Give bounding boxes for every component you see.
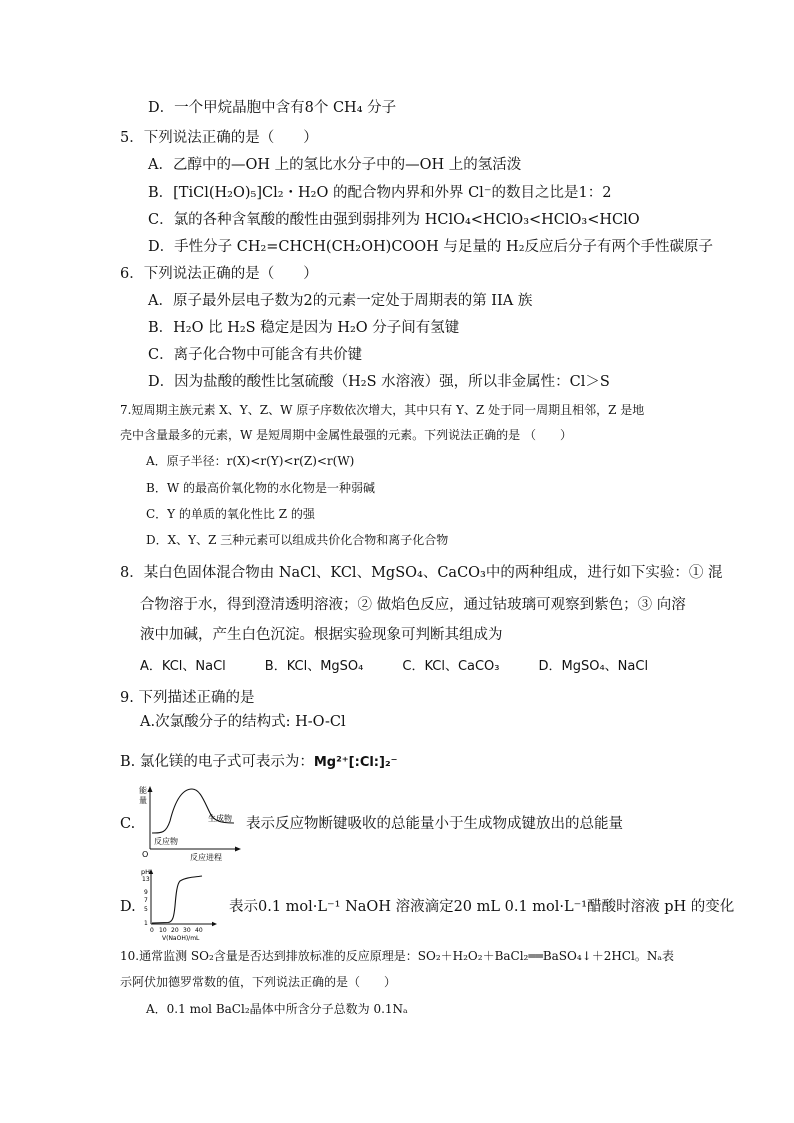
q8-options: A．KCl、NaCl B．KCl、MgSO₄ C．KCl、CaCO₃ D．MgSO₄、NaCl (140, 659, 649, 674)
energy-curve (152, 789, 234, 833)
q6-option-b: B．H₂O 比 H₂S 稳定是因为 H₂O 分子间有氢键 (148, 320, 460, 336)
energy-origin-label: O (142, 850, 149, 859)
q5-option-a: A．乙醇中的—OH 上的氢比水分子中的—OH 上的氢活泼 (148, 157, 522, 173)
q6-stem: 6．下列说法正确的是（ ） (120, 266, 318, 282)
q9-option-d-label: D. (120, 899, 136, 915)
ph-xtick-40: 40 (195, 927, 203, 934)
q6-option-d: D．因为盐酸的酸性比氢硫酸（H₂S 水溶液）强，所以非金属性：Cl＞S (148, 374, 610, 390)
energy-product-label: 生成物 (208, 814, 232, 823)
q7-stem-line2: 壳中含量最多的元素，W 是短周期中金属性最强的元素。下列说法正确的是 （ ） (120, 428, 572, 442)
q5-stem: 5．下列说法正确的是（ ） (120, 130, 318, 146)
ph-xtick-10: 10 (159, 927, 167, 934)
energy-y-arrow (148, 786, 153, 792)
ph-curve (152, 876, 202, 923)
q10-stem-line2: 示阿伏加德罗常数的值，下列说法正确的是（ ） (120, 975, 397, 989)
q6-option-c: C．离子化合物中可能含有共价键 (148, 347, 363, 363)
q10-stem-line1: 10.通常监测 SO₂含量是否达到排放标准的反应原理是：SO₂＋H₂O₂＋BaCl₂══BaSO₄↓＋2HCl。Nₐ表 (120, 949, 674, 963)
q5-option-d: D．手性分子 CH₂=CHCH(CH₂OH)COOH 与足量的 H₂反应后分子有两个手性碳原子 (148, 239, 714, 255)
ph-xtick-0: 0 (150, 927, 154, 934)
q7-option-a: A．原子半径：r(X)<r(Y)<r(Z)<r(W) (146, 454, 355, 468)
ph-ytick-5: 5 (144, 906, 148, 913)
ph-xtick-20: 20 (171, 927, 179, 934)
q9-option-a: A.次氯酸分子的结构式: H-O-Cl (140, 714, 346, 730)
ph-titration-graph (140, 866, 220, 946)
q9-option-d-text: 表示0.1 mol·L⁻¹ NaOH 溶液滴定20 mL 0.1 mol·L⁻¹醋酸时溶液 pH 的变化 (229, 899, 735, 915)
ph-ytick-7: 7 (144, 897, 148, 904)
q6-option-a: A．原子最外层电子数为2的元素一定处于周期表的第 IIA 族 (148, 293, 533, 309)
ph-x-arrow (212, 922, 217, 926)
ph-xtick-30: 30 (183, 927, 191, 934)
q9-stem: 9. 下列描述正确的是 (120, 690, 255, 706)
ph-ytick-1: 1 (144, 920, 148, 927)
ph-ytick-13: 13 (142, 876, 150, 883)
q7-option-d: D．X、Y、Z 三种元素可以组成共价化合物和离子化合物 (146, 533, 449, 547)
q9-option-c-text: 表示反应物断键吸收的总能量小于生成物成键放出的总能量 (246, 816, 623, 832)
energy-ylabel-2: 量 (139, 796, 147, 805)
q8-stem-line1: 8．某白色固体混合物由 NaCl、KCl、MgSO₄、CaCO₃中的两种组成，进行如下实验：① 混 (120, 565, 723, 581)
mgcl2-electron-formula: Mg²⁺[:Cl:]₂⁻ (313, 755, 398, 770)
q5-option-c: C．氯的各种含氧酸的酸性由强到弱排列为 HClO₄<HClO₃<HClO₃<HClO (148, 212, 640, 228)
energy-reactant-label: 反应物 (154, 837, 178, 846)
ph-xlabel: V(NaOH)/mL (162, 935, 200, 942)
q5-option-b: B．[TiCl(H₂O)₅]Cl₂・H₂O 的配合物内界和外界 Cl⁻的数目之比是1：2 (148, 185, 612, 201)
energy-profile-graph (138, 783, 244, 863)
ph-ytick-9: 9 (144, 889, 148, 896)
ph-ylabel: pH (141, 868, 151, 876)
q9-option-b (120, 752, 398, 773)
energy-xlabel: 反应进程 (190, 853, 222, 862)
q4-option-d: D．一个甲烷晶胞中含有8个 CH₄ 分子 (148, 100, 397, 116)
q8-stem-line3: 液中加碱，产生白色沉淀。根据实验现象可判断其组成为 (140, 627, 503, 643)
q8-stem-line2: 合物溶于水，得到澄清透明溶液；② 做焰色反应，通过钴玻璃可观察到紫色；③ 向溶 (140, 597, 686, 613)
q7-option-c: C．Y 的单质的氧化性比 Z 的强 (146, 507, 315, 521)
energy-ylabel-1: 能 (139, 786, 147, 795)
q7-stem-line1: 7.短周期主族元素 X、Y、Z、W 原子序数依次增大，其中只有 Y、Z 处于同一周期且相邻，Z 是地 (120, 403, 645, 417)
q9-option-b-text: B. 氯化镁的电子式可表示为： (120, 754, 314, 770)
energy-x-arrow (235, 847, 241, 852)
q9-option-c-label: C. (120, 816, 136, 832)
q10-option-a: A．0.1 mol BaCl₂晶体中所含分子总数为 0.1Nₐ (146, 1002, 408, 1016)
q7-option-b: B．W 的最高价氧化物的水化物是一种弱碱 (146, 481, 375, 495)
